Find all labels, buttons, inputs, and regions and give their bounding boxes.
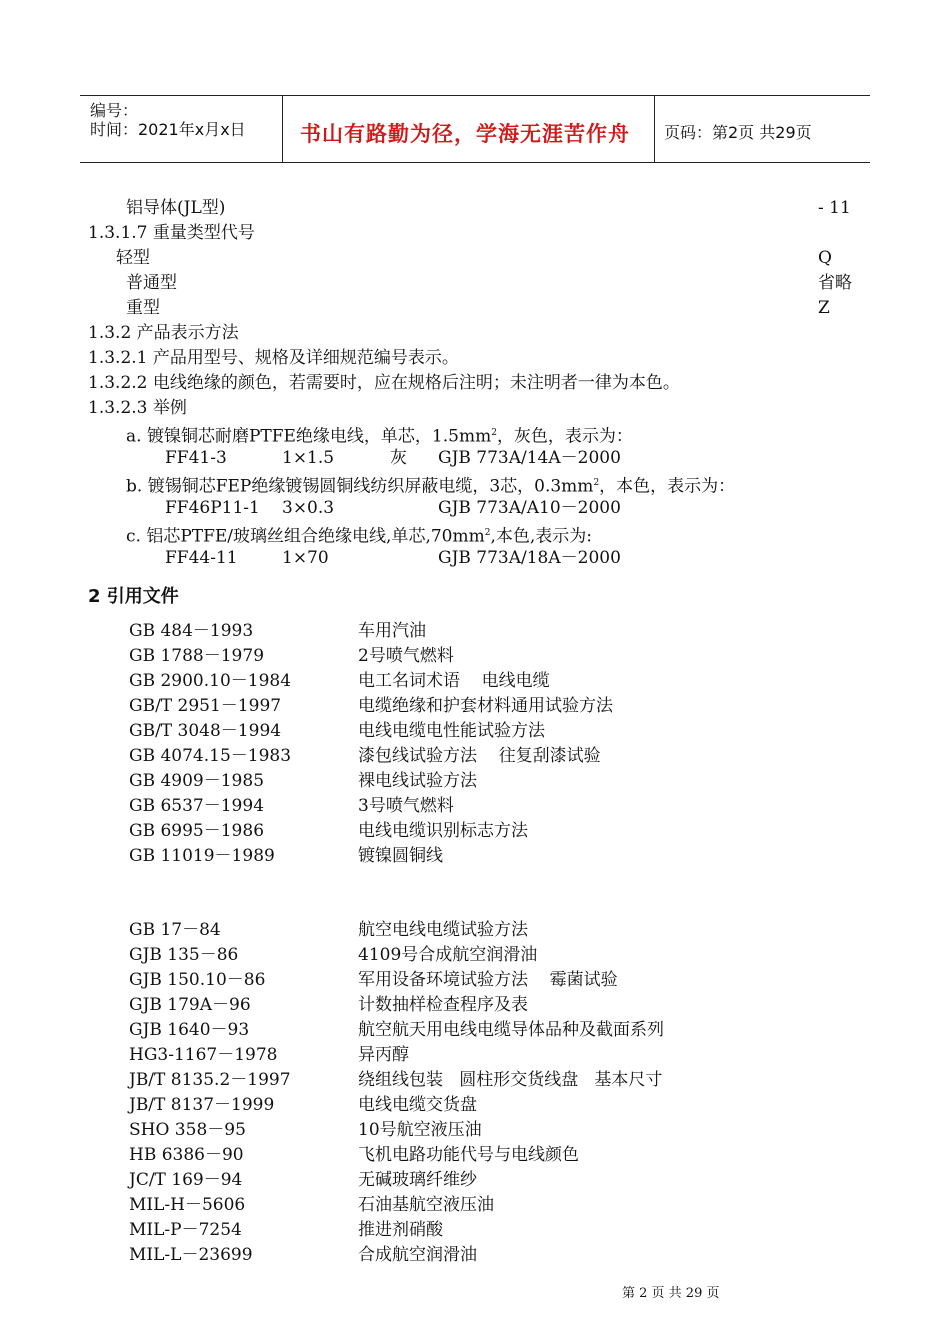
reference-code: GB 4909－1985 bbox=[129, 771, 265, 791]
paragraph-1-3-2-2: 1.3.2.2 电线绝缘的颜色，若需要时，应在规格后注明；未注明者一律为本色。 bbox=[88, 373, 680, 393]
section-title-1-3-1-7: 1.3.1.7 重量类型代号 bbox=[88, 223, 255, 243]
weight-type-code: 省略 bbox=[818, 273, 852, 293]
reference-code: MIL-H－5606 bbox=[129, 1195, 246, 1215]
reference-code: GB 484－1993 bbox=[129, 621, 254, 641]
reference-code: GB/T 2951－1997 bbox=[129, 696, 282, 716]
section-title-2: 2 引用文件 bbox=[88, 586, 179, 607]
reference-title: 电线电缆交货盘 bbox=[358, 1095, 477, 1115]
header-divider-left bbox=[282, 95, 283, 163]
reference-title: 电工名词术语 电线电缆 bbox=[358, 671, 550, 691]
example-standard: GJB 773A/A10－2000 bbox=[438, 498, 621, 518]
reference-code: GB 17－84 bbox=[129, 920, 221, 940]
reference-title: 漆包线试验方法 往复刮漆试验 bbox=[358, 746, 601, 766]
reference-title: 裸电线试验方法 bbox=[358, 771, 477, 791]
footer-page-number: 第 2 页 共 29 页 bbox=[622, 1286, 720, 1301]
paragraph-1-3-2-3: 1.3.2.3 举例 bbox=[88, 398, 187, 418]
reference-title: 航空航天用电线电缆导体品种及截面系列 bbox=[358, 1020, 664, 1040]
reference-title: 石油基航空液压油 bbox=[358, 1195, 494, 1215]
header-page-label: 页码：第2页 共29页 bbox=[664, 123, 812, 142]
reference-title: 4109号合成航空润滑油 bbox=[358, 945, 538, 965]
header-bottom-rule bbox=[80, 162, 870, 163]
reference-code: JC/T 169－94 bbox=[129, 1170, 243, 1190]
reference-code: GJB 135－86 bbox=[129, 945, 239, 965]
weight-type-label: 重型 bbox=[126, 298, 160, 318]
reference-code: GJB 1640－93 bbox=[129, 1020, 250, 1040]
reference-code: GB 2900.10－1984 bbox=[129, 671, 292, 691]
example-spec: 1×1.5 bbox=[282, 448, 335, 468]
reference-title: 电缆绝缘和护套材料通用试验方法 bbox=[358, 696, 613, 716]
reference-title: 10号航空液压油 bbox=[358, 1120, 482, 1140]
header-number-label: 编号： bbox=[90, 101, 139, 120]
reference-title: 航空电线电缆试验方法 bbox=[358, 920, 528, 940]
reference-code: GB 1788－1979 bbox=[129, 646, 265, 666]
reference-code: GJB 150.10－86 bbox=[129, 970, 266, 990]
reference-title: 3号喷气燃料 bbox=[358, 796, 454, 816]
reference-title: 无碱玻璃纤维纱 bbox=[358, 1170, 477, 1190]
reference-title: 电线电缆识别标志方法 bbox=[358, 821, 528, 841]
reference-code: GB 6995－1986 bbox=[129, 821, 265, 841]
reference-code: GB 4074.15－1983 bbox=[129, 746, 292, 766]
reference-title: 镀镍圆铜线 bbox=[358, 846, 443, 866]
reference-title: 车用汽油 bbox=[358, 621, 426, 641]
header-divider-right bbox=[654, 95, 655, 163]
reference-code: JB/T 8137－1999 bbox=[129, 1095, 275, 1115]
example-description: c. 铝芯PTFE/玻璃丝组合绝缘电线,单芯$,70mm^2$,本色,表示为: bbox=[126, 526, 592, 547]
example-standard: GJB 773A/18A－2000 bbox=[438, 548, 621, 568]
header-motto: 书山有路勤为径，学海无涯苦作舟 bbox=[300, 122, 630, 146]
header-date-label: 时间：2021年x月x日 bbox=[90, 120, 246, 139]
reference-code: GJB 179A－96 bbox=[129, 995, 251, 1015]
reference-title: 军用设备环境试验方法 霉菌试验 bbox=[358, 970, 618, 990]
reference-title: 计数抽样检查程序及表 bbox=[358, 995, 528, 1015]
example-description: b. 镀锡铜芯FEP绝缘镀锡圆铜线纺织屏蔽电缆，3芯，$0.3mm^2$，本色，表示为： bbox=[126, 476, 736, 497]
example-spec: 3×0.3 bbox=[282, 498, 335, 518]
reference-title: 推进剂硝酸 bbox=[358, 1220, 443, 1240]
reference-title: 绕组线包装 圆柱形交货线盘 基本尺寸 bbox=[358, 1070, 663, 1090]
reference-title: 异丙醇 bbox=[358, 1045, 409, 1065]
example-color: 灰 bbox=[390, 448, 407, 468]
example-model: FF44-11 bbox=[165, 548, 238, 568]
example-standard: GJB 773A/14A－2000 bbox=[438, 448, 621, 468]
reference-title: 电线电缆电性能试验方法 bbox=[358, 721, 545, 741]
header-top-rule bbox=[80, 95, 870, 96]
weight-type-label: 轻型 bbox=[116, 248, 150, 268]
reference-code: GB/T 3048－1994 bbox=[129, 721, 282, 741]
reference-code: MIL-P－7254 bbox=[129, 1220, 242, 1240]
example-spec: 1×70 bbox=[282, 548, 329, 568]
weight-type-code: Z bbox=[818, 298, 830, 318]
reference-title: 飞机电路功能代号与电线颜色 bbox=[358, 1145, 579, 1165]
reference-code: MIL-L－23699 bbox=[129, 1245, 253, 1265]
reference-code: GB 11019－1989 bbox=[129, 846, 275, 866]
reference-code: GB 6537－1994 bbox=[129, 796, 265, 816]
reference-code: SHO 358－95 bbox=[129, 1120, 246, 1140]
section-title-1-3-2: 1.3.2 产品表示方法 bbox=[88, 323, 239, 343]
example-model: FF46P11-1 bbox=[165, 498, 260, 518]
example-description: a. 镀镍铜芯耐磨PTFE绝缘电线，单芯，$1.5mm^2$，灰色，表示为： bbox=[126, 426, 633, 447]
weight-type-label: 普通型 bbox=[126, 273, 177, 293]
paragraph-1-3-2-1: 1.3.2.1 产品用型号、规格及详细规范编号表示。 bbox=[88, 348, 459, 368]
example-model: FF41-3 bbox=[165, 448, 227, 468]
weight-type-code: Q bbox=[818, 248, 832, 268]
reference-code: JB/T 8135.2－1997 bbox=[129, 1070, 291, 1090]
prev-item-label: 铝导体(JL型) bbox=[126, 198, 226, 218]
reference-title: 合成航空润滑油 bbox=[358, 1245, 477, 1265]
reference-code: HG3-1167－1978 bbox=[129, 1045, 278, 1065]
reference-title: 2号喷气燃料 bbox=[358, 646, 454, 666]
prev-item-code: - 11 bbox=[818, 198, 851, 218]
reference-code: HB 6386－90 bbox=[129, 1145, 244, 1165]
